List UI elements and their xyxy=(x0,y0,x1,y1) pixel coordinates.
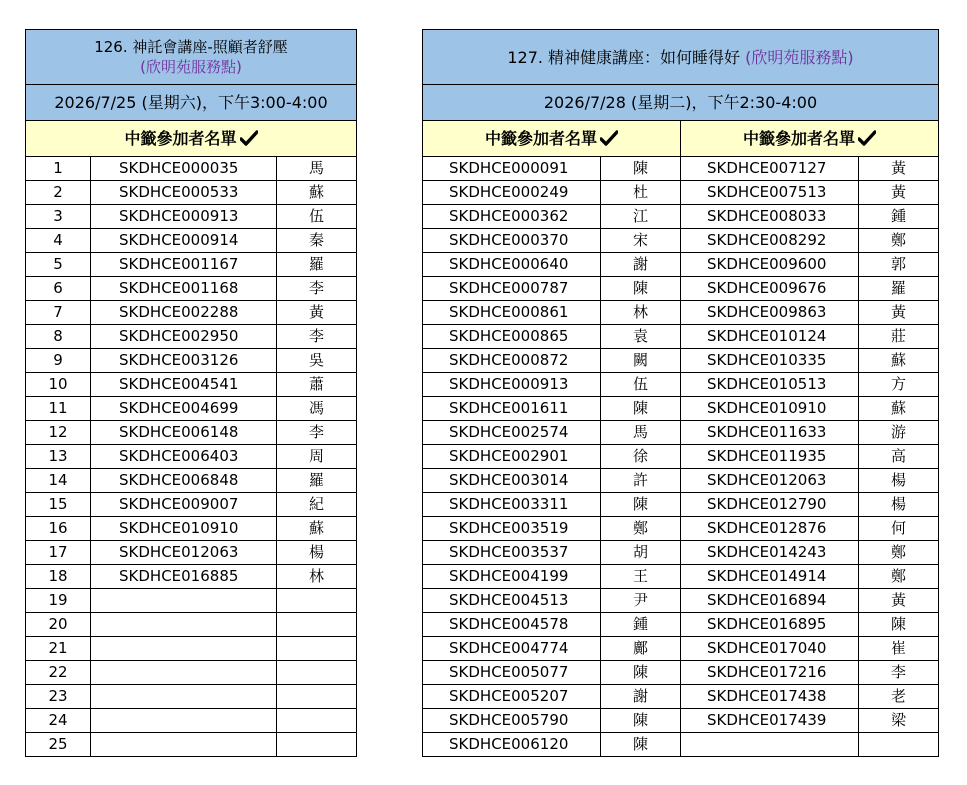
session-126-datetime: 2026/7/25 (星期六)，下午3:00-4:00 xyxy=(26,85,357,121)
participant-surname: 蘇 xyxy=(277,517,357,541)
participant-code: SKDHCE000035 xyxy=(91,157,277,181)
participant-surname: 胡 xyxy=(601,541,681,565)
participant-surname: 陳 xyxy=(601,493,681,517)
session-127-header xyxy=(423,30,939,85)
row-number: 19 xyxy=(26,589,91,613)
participant-surname: 羅 xyxy=(859,277,939,301)
participant-surname: 林 xyxy=(277,565,357,589)
participant-surname: 謝 xyxy=(601,253,681,277)
session-127-datetime: 2026/7/28 (星期二)，下午2:30-4:00 xyxy=(423,85,939,121)
table-row xyxy=(423,589,939,613)
participant-code: SKDHCE014243 xyxy=(681,541,859,565)
table-row xyxy=(423,301,939,325)
table-row xyxy=(423,253,939,277)
participant-code: SKDHCE017438 xyxy=(681,685,859,709)
participant-code: SKDHCE012876 xyxy=(681,517,859,541)
participant-surname: 杜 xyxy=(601,181,681,205)
participant-code: SKDHCE001167 xyxy=(91,253,277,277)
participant-surname: 郭 xyxy=(859,253,939,277)
participant-code: SKDHCE000914 xyxy=(91,229,277,253)
participant-surname: 謝 xyxy=(601,685,681,709)
participant-surname: 鍾 xyxy=(859,205,939,229)
row-number: 13 xyxy=(26,445,91,469)
table-row xyxy=(423,685,939,709)
session-126-rows xyxy=(26,157,357,757)
participant-code: SKDHCE002950 xyxy=(91,325,277,349)
participant-code xyxy=(91,613,277,637)
participant-surname: 陳 xyxy=(601,709,681,733)
row-number: 5 xyxy=(26,253,91,277)
row-number: 17 xyxy=(26,541,91,565)
row-number: 3 xyxy=(26,205,91,229)
participant-surname: 崔 xyxy=(859,637,939,661)
participant-code: SKDHCE012063 xyxy=(91,541,277,565)
participant-surname: 黃 xyxy=(859,181,939,205)
table-row xyxy=(26,733,357,757)
list-header-label: 中籤參加者名單 xyxy=(124,129,237,148)
participant-surname: 陳 xyxy=(601,397,681,421)
row-number: 2 xyxy=(26,181,91,205)
session-127-title: 127. 精神健康講座：如何睡得好 xyxy=(507,47,741,67)
table-row xyxy=(26,421,357,445)
participant-surname xyxy=(277,589,357,613)
participant-code: SKDHCE016895 xyxy=(681,613,859,637)
session-126-title: 126. 神託會講座-照顧者舒壓 xyxy=(94,38,288,56)
participant-code: SKDHCE002901 xyxy=(423,445,601,469)
session-127-list-header-left xyxy=(423,121,681,157)
table-row xyxy=(423,277,939,301)
table-row xyxy=(423,517,939,541)
participant-surname: 陳 xyxy=(601,157,681,181)
participant-surname xyxy=(277,685,357,709)
participant-code: SKDHCE000640 xyxy=(423,253,601,277)
participant-code: SKDHCE000370 xyxy=(423,229,601,253)
participant-surname: 陳 xyxy=(601,661,681,685)
table-row xyxy=(423,373,939,397)
participant-code: SKDHCE016894 xyxy=(681,589,859,613)
participant-surname: 鄺 xyxy=(601,637,681,661)
row-number: 25 xyxy=(26,733,91,757)
participant-surname: 蕭 xyxy=(277,373,357,397)
table-row xyxy=(423,469,939,493)
participant-surname xyxy=(277,637,357,661)
table-row xyxy=(423,445,939,469)
participant-code: SKDHCE010513 xyxy=(681,373,859,397)
participant-code: SKDHCE004699 xyxy=(91,397,277,421)
table-row xyxy=(423,493,939,517)
participant-surname xyxy=(859,733,939,757)
participant-surname: 鄭 xyxy=(859,229,939,253)
row-number: 14 xyxy=(26,469,91,493)
row-number: 21 xyxy=(26,637,91,661)
list-header-label: 中籤參加者名單 xyxy=(742,129,855,148)
participant-code: SKDHCE003519 xyxy=(423,517,601,541)
participant-surname: 尹 xyxy=(601,589,681,613)
row-number: 22 xyxy=(26,661,91,685)
participant-surname: 秦 xyxy=(277,229,357,253)
session-126-venue: (欣明苑服務點) xyxy=(140,58,242,76)
participant-surname: 馮 xyxy=(277,397,357,421)
participant-surname: 何 xyxy=(859,517,939,541)
participant-code xyxy=(681,733,859,757)
participant-surname: 黃 xyxy=(859,301,939,325)
participant-surname: 蘇 xyxy=(859,397,939,421)
row-number: 12 xyxy=(26,421,91,445)
participant-code: SKDHCE008033 xyxy=(681,205,859,229)
participant-code: SKDHCE002574 xyxy=(423,421,601,445)
row-number: 11 xyxy=(26,397,91,421)
row-number: 6 xyxy=(26,277,91,301)
participant-code: SKDHCE004578 xyxy=(423,613,601,637)
participant-surname: 宋 xyxy=(601,229,681,253)
session-126-table xyxy=(25,29,357,757)
participant-code: SKDHCE000787 xyxy=(423,277,601,301)
row-number: 8 xyxy=(26,325,91,349)
check-icon xyxy=(600,130,618,146)
participant-code: SKDHCE009863 xyxy=(681,301,859,325)
participant-code: SKDHCE000913 xyxy=(91,205,277,229)
row-number: 7 xyxy=(26,301,91,325)
participant-code: SKDHCE000913 xyxy=(423,373,601,397)
row-number: 24 xyxy=(26,709,91,733)
participant-code: SKDHCE006120 xyxy=(423,733,601,757)
participant-code: SKDHCE003311 xyxy=(423,493,601,517)
table-row xyxy=(423,349,939,373)
table-row xyxy=(423,157,939,181)
participant-surname: 伍 xyxy=(601,373,681,397)
participant-code: SKDHCE007127 xyxy=(681,157,859,181)
table-row xyxy=(423,229,939,253)
participant-code: SKDHCE009007 xyxy=(91,493,277,517)
participant-code: SKDHCE001168 xyxy=(91,277,277,301)
table-row xyxy=(26,373,357,397)
participant-surname: 黃 xyxy=(859,589,939,613)
table-row xyxy=(26,325,357,349)
table-row xyxy=(26,493,357,517)
participant-code: SKDHCE017040 xyxy=(681,637,859,661)
check-icon xyxy=(858,130,876,146)
participant-code: SKDHCE010910 xyxy=(681,397,859,421)
table-row xyxy=(26,229,357,253)
participant-code: SKDHCE000249 xyxy=(423,181,601,205)
participant-code xyxy=(91,733,277,757)
participant-surname: 黃 xyxy=(277,301,357,325)
participant-surname xyxy=(277,733,357,757)
participant-code: SKDHCE005207 xyxy=(423,685,601,709)
participant-code: SKDHCE011935 xyxy=(681,445,859,469)
table-row xyxy=(423,325,939,349)
participant-code: SKDHCE003014 xyxy=(423,469,601,493)
participant-code: SKDHCE005077 xyxy=(423,661,601,685)
table-row xyxy=(26,517,357,541)
table-row xyxy=(26,445,357,469)
table-row xyxy=(423,181,939,205)
session-126-header xyxy=(26,30,357,85)
table-row xyxy=(26,253,357,277)
participant-surname: 徐 xyxy=(601,445,681,469)
participant-code xyxy=(91,589,277,613)
participant-surname: 蘇 xyxy=(859,349,939,373)
participant-surname xyxy=(277,709,357,733)
participant-surname: 鍾 xyxy=(601,613,681,637)
table-row xyxy=(26,637,357,661)
session-127-rows xyxy=(423,157,939,757)
row-number: 18 xyxy=(26,565,91,589)
session-127-table xyxy=(422,29,939,757)
table-row xyxy=(423,733,939,757)
participant-code: SKDHCE006148 xyxy=(91,421,277,445)
participant-code: SKDHCE012063 xyxy=(681,469,859,493)
participant-surname xyxy=(277,661,357,685)
row-number: 15 xyxy=(26,493,91,517)
session-126-list-header xyxy=(26,121,357,157)
list-header-label: 中籤參加者名單 xyxy=(484,129,597,148)
table-row xyxy=(423,709,939,733)
session-127-venue: (欣明苑服務點) xyxy=(745,47,854,67)
participant-code: SKDHCE000872 xyxy=(423,349,601,373)
participant-code: SKDHCE000533 xyxy=(91,181,277,205)
participant-surname: 游 xyxy=(859,421,939,445)
table-row xyxy=(26,349,357,373)
table-row xyxy=(26,205,357,229)
participant-surname: 江 xyxy=(601,205,681,229)
participant-surname: 羅 xyxy=(277,253,357,277)
participant-code xyxy=(91,637,277,661)
participant-surname: 蘇 xyxy=(277,181,357,205)
table-row xyxy=(423,541,939,565)
participant-code: SKDHCE009676 xyxy=(681,277,859,301)
participant-surname: 李 xyxy=(277,421,357,445)
participant-surname xyxy=(277,613,357,637)
participant-code xyxy=(91,685,277,709)
participant-code: SKDHCE004541 xyxy=(91,373,277,397)
table-row xyxy=(26,469,357,493)
row-number: 4 xyxy=(26,229,91,253)
check-icon xyxy=(240,130,258,146)
table-row xyxy=(26,181,357,205)
participant-code: SKDHCE001611 xyxy=(423,397,601,421)
participant-code: SKDHCE004199 xyxy=(423,565,601,589)
row-number: 16 xyxy=(26,517,91,541)
participant-code: SKDHCE000861 xyxy=(423,301,601,325)
participant-code: SKDHCE003537 xyxy=(423,541,601,565)
participant-code: SKDHCE003126 xyxy=(91,349,277,373)
participant-code: SKDHCE000362 xyxy=(423,205,601,229)
participant-code: SKDHCE005790 xyxy=(423,709,601,733)
participant-surname: 羅 xyxy=(277,469,357,493)
participant-surname: 梁 xyxy=(859,709,939,733)
participant-surname: 陳 xyxy=(601,277,681,301)
table-row xyxy=(423,565,939,589)
participant-code: SKDHCE017439 xyxy=(681,709,859,733)
participant-code xyxy=(91,709,277,733)
row-number: 23 xyxy=(26,685,91,709)
table-row xyxy=(26,565,357,589)
participant-code: SKDHCE007513 xyxy=(681,181,859,205)
participant-code: SKDHCE017216 xyxy=(681,661,859,685)
participant-surname: 鄭 xyxy=(859,541,939,565)
table-row xyxy=(423,613,939,637)
table-row xyxy=(423,421,939,445)
table-row xyxy=(26,541,357,565)
participant-surname: 吳 xyxy=(277,349,357,373)
table-row xyxy=(26,709,357,733)
table-row xyxy=(423,205,939,229)
participant-surname: 陳 xyxy=(601,733,681,757)
participant-surname: 李 xyxy=(277,277,357,301)
table-row xyxy=(26,397,357,421)
participant-code: SKDHCE009600 xyxy=(681,253,859,277)
participant-surname: 楊 xyxy=(277,541,357,565)
participant-code: SKDHCE014914 xyxy=(681,565,859,589)
participant-surname: 闕 xyxy=(601,349,681,373)
participant-surname: 陳 xyxy=(859,613,939,637)
participant-code: SKDHCE010910 xyxy=(91,517,277,541)
participant-surname: 楊 xyxy=(859,469,939,493)
table-row xyxy=(26,277,357,301)
row-number: 1 xyxy=(26,157,91,181)
participant-surname: 老 xyxy=(859,685,939,709)
participant-surname: 馬 xyxy=(601,421,681,445)
participant-code: SKDHCE010124 xyxy=(681,325,859,349)
participant-surname: 林 xyxy=(601,301,681,325)
table-row xyxy=(26,613,357,637)
participant-code xyxy=(91,661,277,685)
participant-code: SKDHCE000865 xyxy=(423,325,601,349)
table-row xyxy=(26,661,357,685)
participant-code: SKDHCE016885 xyxy=(91,565,277,589)
row-number: 20 xyxy=(26,613,91,637)
participant-surname: 高 xyxy=(859,445,939,469)
participant-code: SKDHCE006403 xyxy=(91,445,277,469)
participant-code: SKDHCE004774 xyxy=(423,637,601,661)
participant-code: SKDHCE000091 xyxy=(423,157,601,181)
table-row xyxy=(423,397,939,421)
participant-surname: 鄭 xyxy=(601,517,681,541)
participant-surname: 許 xyxy=(601,469,681,493)
participant-code: SKDHCE010335 xyxy=(681,349,859,373)
row-number: 10 xyxy=(26,373,91,397)
participant-surname: 鄭 xyxy=(859,565,939,589)
participant-surname: 王 xyxy=(601,565,681,589)
participant-code: SKDHCE002288 xyxy=(91,301,277,325)
participant-surname: 黃 xyxy=(859,157,939,181)
table-row xyxy=(26,685,357,709)
table-row xyxy=(26,157,357,181)
participant-surname: 袁 xyxy=(601,325,681,349)
row-number: 9 xyxy=(26,349,91,373)
session-127-list-header-right xyxy=(681,121,939,157)
participant-surname: 李 xyxy=(859,661,939,685)
participant-surname: 楊 xyxy=(859,493,939,517)
participant-surname: 馬 xyxy=(277,157,357,181)
table-row xyxy=(26,589,357,613)
participant-code: SKDHCE008292 xyxy=(681,229,859,253)
participant-surname: 周 xyxy=(277,445,357,469)
participant-code: SKDHCE011633 xyxy=(681,421,859,445)
table-row xyxy=(26,301,357,325)
participant-code: SKDHCE004513 xyxy=(423,589,601,613)
participant-surname: 方 xyxy=(859,373,939,397)
participant-surname: 莊 xyxy=(859,325,939,349)
table-row xyxy=(423,637,939,661)
participant-surname: 李 xyxy=(277,325,357,349)
table-row xyxy=(423,661,939,685)
participant-surname: 紀 xyxy=(277,493,357,517)
participant-surname: 伍 xyxy=(277,205,357,229)
participant-code: SKDHCE012790 xyxy=(681,493,859,517)
participant-code: SKDHCE006848 xyxy=(91,469,277,493)
